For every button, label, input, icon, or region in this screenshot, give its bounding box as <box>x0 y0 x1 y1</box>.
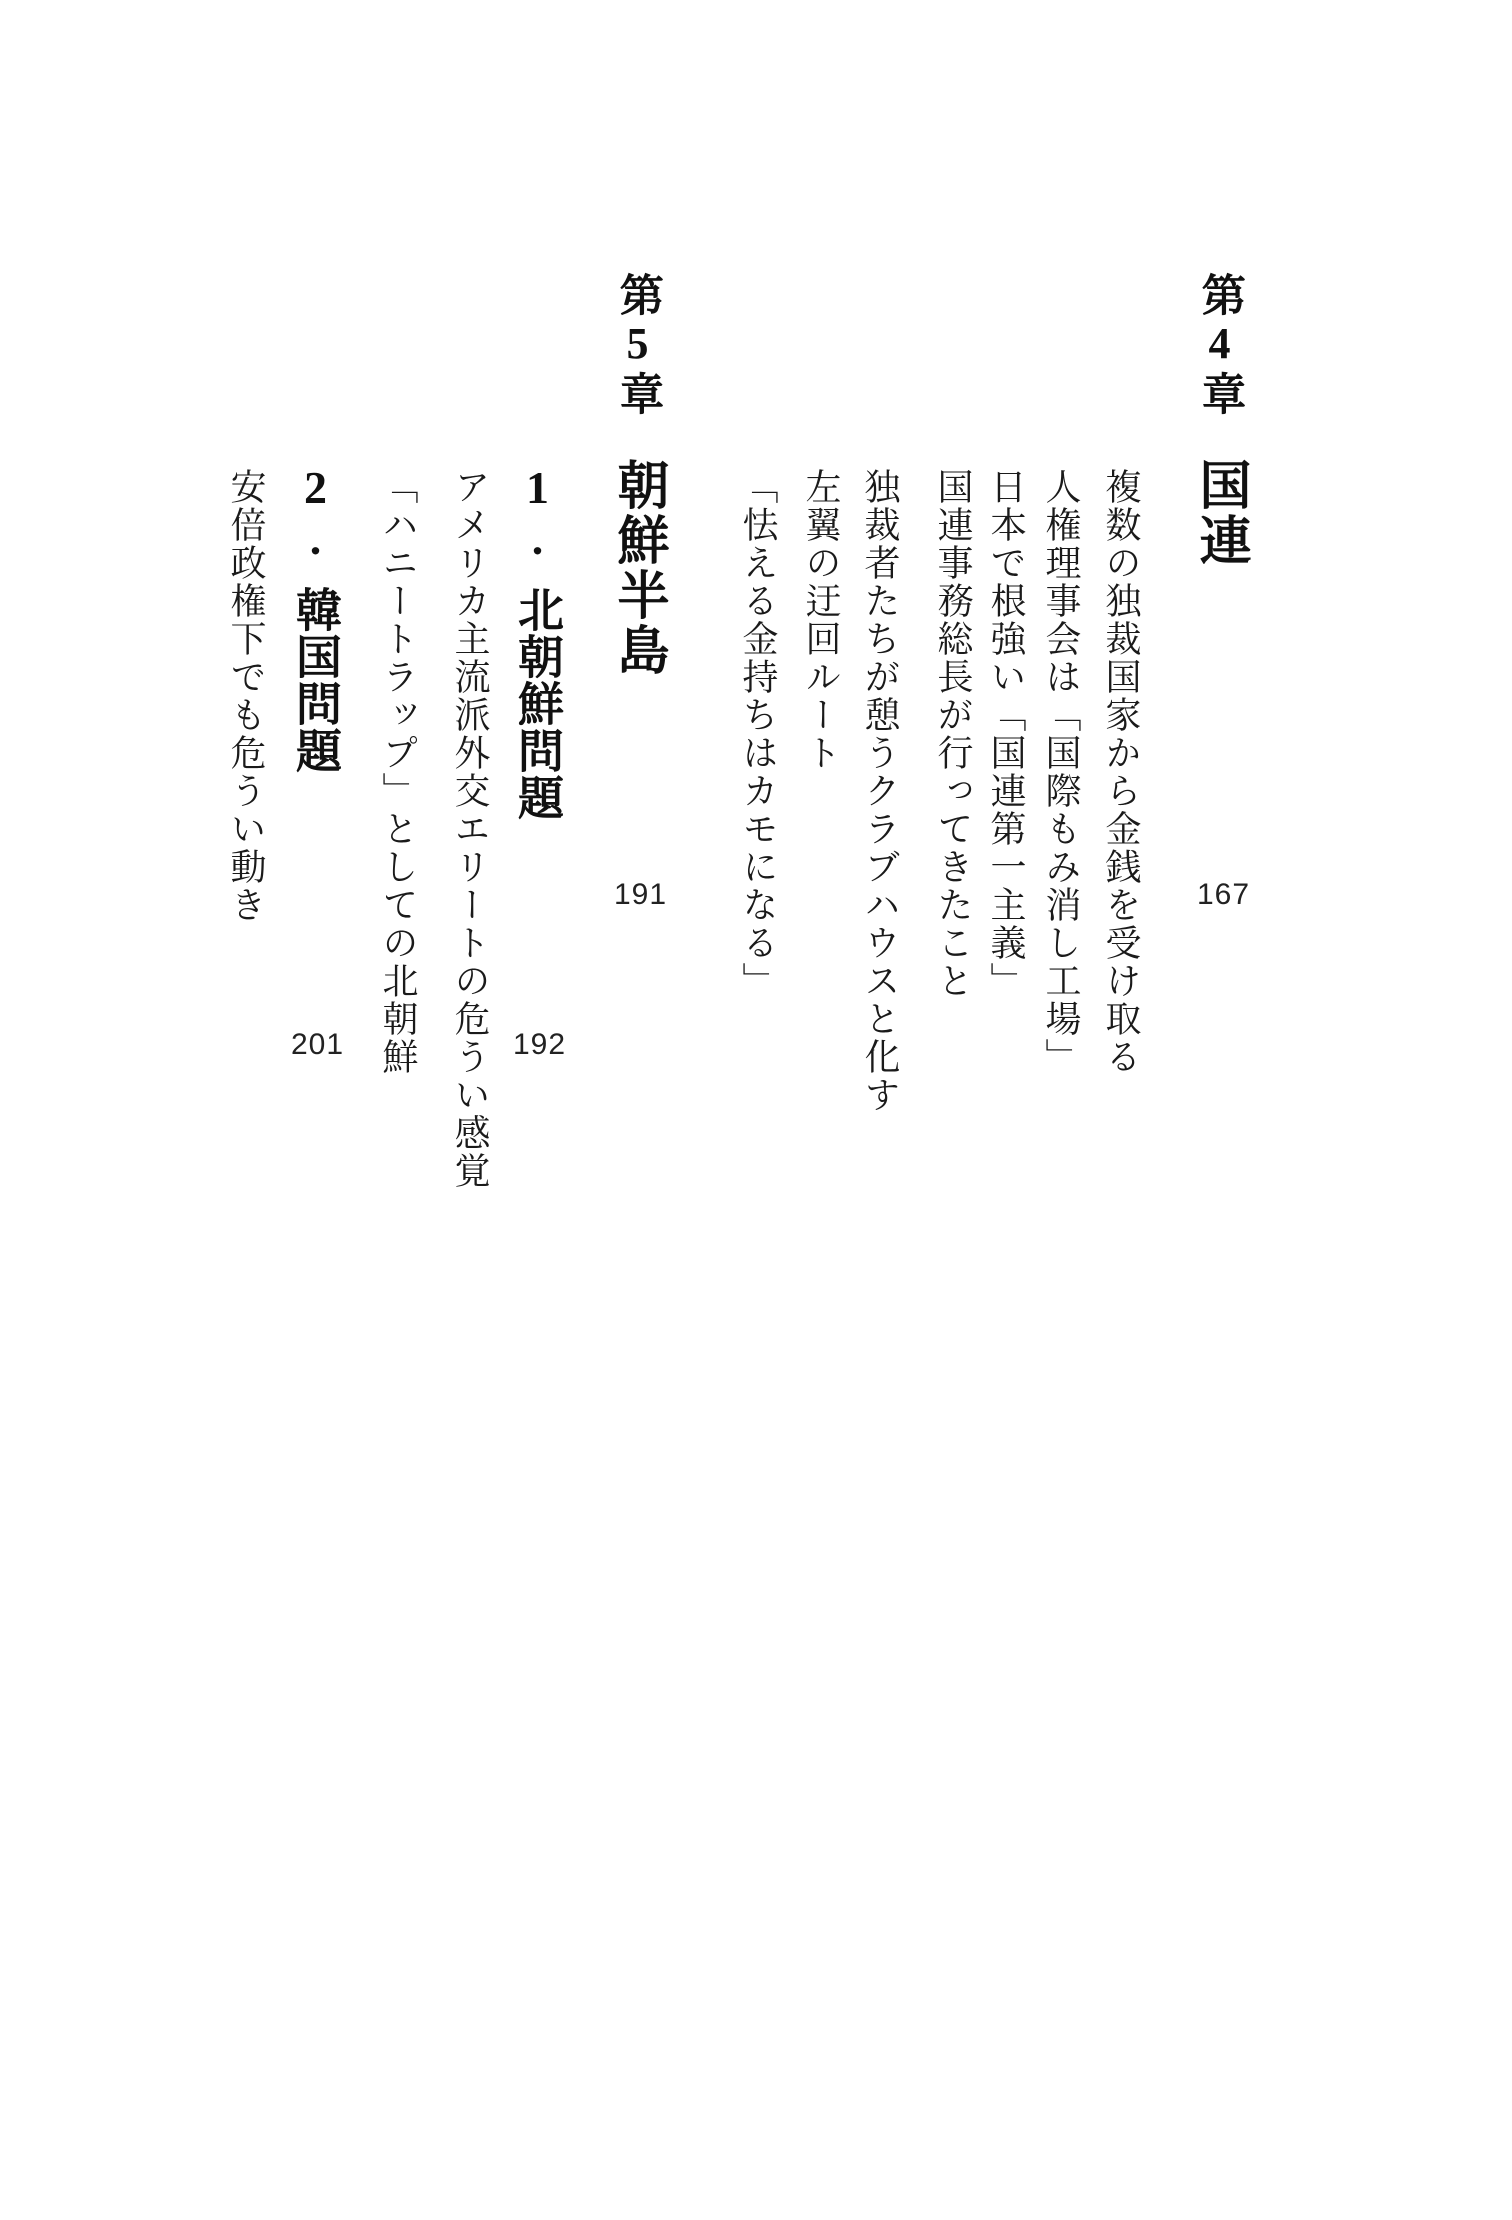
chapter4-page-number: 167 <box>1197 878 1251 911</box>
chapter4-title: 国連 <box>1191 458 1248 568</box>
section2-heading <box>290 462 341 774</box>
chapter4-number: 第4章 <box>1195 272 1244 418</box>
section1-heading <box>512 462 563 821</box>
section1-title: 北朝鮮問題 <box>512 586 563 821</box>
section1-page-number: 192 <box>513 1028 567 1061</box>
chapter4-heading <box>1191 272 1248 568</box>
chapter4-entry-line-3: 日本で根強い「国連第一主義」 <box>986 468 1027 1000</box>
section1-entry-line-2: 「ハニートラップ」としての北朝鮮 <box>378 468 419 1076</box>
chapter4-entry-line-7: 「怯える金持ちはカモになる」 <box>738 468 779 1000</box>
section2-page-number: 201 <box>291 1028 345 1061</box>
chapter4-entry-line-5: 独裁者たちが憩うクラブハウスと化す <box>860 468 901 1114</box>
chapter4-entry-line-6: 左翼の迂回ルート <box>801 468 842 772</box>
section2-number: 2. <box>290 462 341 564</box>
chapter5-number: 第5章 <box>613 272 662 418</box>
chapter4-entry-line-4: 国連事務総長が行ってきたこと <box>933 468 974 1000</box>
section1-entry-line-1: アメリカ主流派外交エリートの危うい感覚 <box>450 468 491 1190</box>
chapter5-page-number: 191 <box>614 878 668 911</box>
chapter5-heading <box>609 272 666 678</box>
section2-entry-line-1: 安倍政権下でも危うい動き <box>226 468 267 924</box>
chapter4-entry-line-2: 人権理事会は「国際もみ消し工場」 <box>1041 468 1082 1076</box>
section1-number: 1. <box>512 462 563 564</box>
section2-title: 韓国問題 <box>290 586 341 774</box>
chapter5-title: 朝鮮半島 <box>609 458 666 678</box>
chapter4-entry-line-1: 複数の独裁国家から金銭を受け取る <box>1101 468 1142 1076</box>
